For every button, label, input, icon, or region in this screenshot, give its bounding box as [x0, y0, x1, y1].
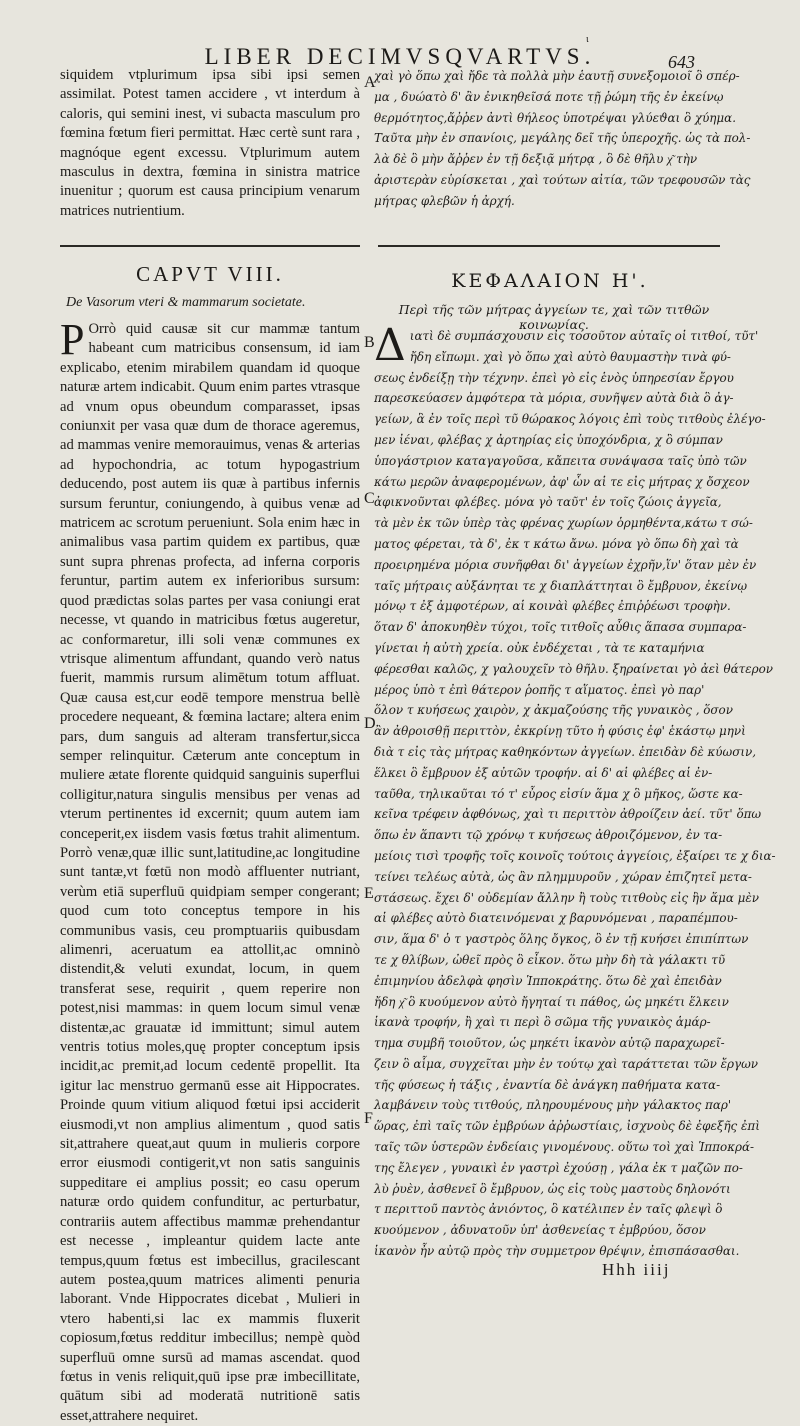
greek-line: μα , δυώατὸ δ' ἂν ἐνικηθεῖσά ποτε τῇ ῥώμη τῆς ἐν ἐκείνῳ: [374, 89, 724, 104]
top-latin-text: siquidem vtplurimum ipsa sibi ipsi semen assimilat. Potest tamen accidere , vt interdum à caloris, qui semini inest, vi subacta masculum pro fœmina fœtum fieri permittat. Hæc certè sunt rara , magnóque egent excessu. Vtplurimum autem masculus in dextra, fœmina in sinistra matrice inuenitur ; quorum est causa principium venarum matrices nutrientium.: [60, 67, 360, 219]
greek-line: σιν, ἅμα δ' ὁ τ γαστρὸς ὅλης ὄγκος, ὃ ἐν τῇ κυήσει ἐπιπίπτων: [374, 932, 749, 947]
greek-line: ἕλκει ὃ ἔμβρυον ἐξ αὐτῶν τροφήν. αἱ δ' αἱ φλέβες αἱ ἐν-: [374, 765, 713, 780]
page-number: 643: [668, 52, 695, 72]
greek-line: παρεσκεύασεν ἀμφότερα τὰ μόρια, συνῆψεν αὐτὰ διὰ ὃ ἀγ-: [374, 391, 734, 406]
greek-line: ἐπιμηνίου ἀδελφὰ φησὶν Ἱπποκράτης. ὅτω δὲ χαὶ ἐπειδὰν: [374, 973, 722, 988]
greek-line: ὅταν δ' ἀποκυηθὲν τύχοι, τοῖς τιτθοῖς αὖθις ἅπασα συμπαρα-: [374, 620, 747, 635]
greek-line: λὰ δὲ ὃ μὴν ἄῤῥεν ἐν τῇ δεξιᾷ μήτρᾳ , ὃ δὲ θῆλυ χ͂ τὴν: [374, 152, 698, 167]
greek-line: ιατὶ δὲ συμπάσχουσιν εἰς τοσοῦτον αὐταῖς οἱ τιτθοί, τῦτ': [409, 329, 759, 343]
greek-body: [374, 320, 776, 1262]
greek-line: κάτω μερῶν ἀναφερομένων, ἀφ' ὧν αἱ τε εἰς μήτρας χ ὄσχεον: [374, 474, 750, 489]
signature-mark: Hhh iiij: [602, 1260, 671, 1279]
chapter-title-latin: CAPVT VIII.: [136, 262, 284, 286]
latin-dropcap: P: [60, 315, 85, 364]
chapter-title-greek: ΚΕΦΑΛΑΙΟΝ Η'.: [451, 270, 649, 292]
greek-line: γίνεται ἡ αὐτὴ χρεία. οὐκ ἐνδέχεται , τὰ τε καταμήνια: [374, 640, 705, 655]
greek-line: ἀριστερὰν εὑρίσκεται , χαὶ τούτων αἰτία, τῶν τρεφουσῶν τὰς: [374, 172, 751, 187]
greek-line: ἤδη εἴπωμι. χαὶ γὸ ὅπω χαὶ αὐτὸ θαυμαστὴν τινὰ φύ-: [409, 349, 731, 364]
greek-line: θερμότητος,ἄῤῥεν ἀντὶ θήλεος ὑποτρέψαι γλύεϑαι ὃ χύημα.: [374, 110, 736, 125]
greek-line: ταῦθα, τηλικαῦται τό τ' εὖρος εἰσίν ἅμα χ ὃ μῆκος, ὥστε κα-: [374, 786, 743, 801]
greek-line: στάσεως. ἔχει δ' οὐδεμίαν ἄλλην ἢ τοὺς τιτθοὺς εἰς ἣν ἅμα μὲν: [374, 890, 759, 905]
greek-line: ἱκανὸν ἦν αὐτῷ πρὸς τὴν συμμετρον θρέψιν, ἐπισπάσασθαι.: [374, 1244, 740, 1259]
rule-left: [60, 245, 360, 247]
greek-line: τημα συμβῆ τοιοῦτον, ὡς μηκέτι ἱκανὸν αὐτῷ παραχωρεῖ-: [374, 1036, 725, 1051]
section-divider: [60, 242, 720, 250]
greek-line: τῆς φύσεως ἡ τάξις , ἐναντία δὲ ἀνάγκη παθήματα κατα-: [374, 1077, 721, 1092]
greek-dropcap: Δ: [374, 320, 406, 371]
greek-line: ἤδη χ͂ ὃ κυούμενον αὐτὸ ἤγηταί τι πάθος, ὡς μηκέτι ἕλκειν: [374, 994, 729, 1009]
chapter-subtitle-greek: Περὶ τῆς τῶν μήτρας ἀγγείων τε, χαὶ τῶν τιτθῶν κοινωνίας.: [398, 302, 710, 332]
greek-line: φέρεσθαι καλῶς, χ γαλουχεῖν τὸ θῆλυ. ξηραίνεται γὸ ἀεὶ θάτερον: [374, 661, 773, 676]
latin-body-text: Orrò quid causæ sit cur mammæ tantum habeant cum matricibus consensum, id iam explicabo, etenim mirabilem quandam id quoque naturæ artem indicabit. Quum enim partes vtrasque ad vnum opus obeundum comparasset, ipsas coniunxit per vasa quæ dum de thorace ageremus, ad mammas venire memorauimus, venas & arterias ad hypochondria, ac totum hypogastrium deducendo, post autem iis quæ à partibus infernis sursum feruntur, coniungendo, à quibus venæ ad matricem ac scrotum perueniunt. Sola enim hæc in animalibus vasa partim quidem ex partibus, quæ sunt supra phrenas profecta, ad inferna corporis feruntur, partim autem ex inferioribus sursum: quod prædictas solas partes per vasa coniungi erat necesse, vt quando in matricibus fœtus augeretur, ac conformaretur, illi soli venæ communes ex vtrisque alimentum affundant, quando verò natus fuerit, mammis rursum alimētum totum affluat. Quæ causa est,cur eodē tempore menstrua bellè procedere nequeant, & fœmina lactare; altera enim pars, dum sanguis ad alteram transfertur,sicca semper relinquitur. Cæterum ante conceptum in muliere ætate florente quidquid sanguinis superflui colligitur,natura singulis mensibus per venas ad vterum pertinentes id excernit; quum autem iam conceperit,ex iisdem vasis fœtus trahit alimentum. Porrò venæ,quæ illic sunt,latitudine,ac longitudine sunt tantæ,vt fœtū non modò affluenter nutriant, verùm etiā superfluū quidpiam semper congerant; quod cum toto conceptus tempore in his communibus vasis, ceu promptuariis quibusdam alimenri, aceruatum ea attollit,ac omninò distendit,& veluti exundat, locum, in quem transferat sese, requirit , quem reperire non potest,nisi mammas: in quem locum simul venæ distentæ,ac grauatæ id immittunt; simul autem ventris totius moles,quę propter conceptum ipsis incidit,ac premit,ad locum cedentē propellit. Ita igitur lac menstruo germanū esse ait Hippocrates. Proinde quum vitium aliquod fœtui ipsi acciderit eiusmodi,vt non amplius alimentum , quod satis sit,attrahere queat,aut quum in mulieris corpore error eiusmodi contigerit,vt non satis sanguinis suppeditare ei amplius possit; eo casu operum naturæ ordo quidem confunditur, ac perturbatur, contrariis autem affectibus mammæ prehendantur est necesse , impleantur quidem lacte ante tempus,quum fœtus est imbecillus, gracilescant autem postea,quum matrices alimenti penuria laborant. Vnde Hippocrates dicebat , Mulieri in vtero habenti,si lac ex mammis fluxerit copiosum,fœtus redditur imbecillus; nempè quòd superfluū omne sursū ad mamas ascendat. quod fœtus in venis reliquit,quū ipse præ imbecillitate, quātum sibi ad moderatā nutritionē satis esset,attrahere nequiret.: [60, 321, 360, 1424]
greek-line: ταῖς μήτραις αὐξάνηται τε χ διαπλάττηται ὃ ἔμβρυον, ἐκείνῳ: [374, 578, 748, 593]
latin-body: [60, 315, 360, 1426]
greek-line: μεν ἰέναι, φλέβας χ ἀρτηρίας εἰς ὑποχόνδρια, χ ὃ σύμπαν: [374, 432, 723, 447]
greek-line: ὅπω ἐν ἅπαντι τῷ χρόνῳ τ κυήσεως ἀθροιζόμενον, ἐν τα-: [374, 828, 723, 843]
greek-line: ἂν ἀθροισθῇ περιττὸν, ἐκκρίνῃ τῦτο ἡ φύσις ἐφ' ἑκάστῳ μηνὶ: [374, 724, 746, 739]
greek-line: μείοις τισὶ τροφῆς τοῖς κοινοῖς τούτοις ἀγγείοις, ἐξαίρει τε χ δια-: [374, 848, 776, 863]
rule-right: [378, 245, 720, 247]
margin-marker-c: C: [364, 490, 375, 507]
greek-line: λαμβάνειν τοὺς τιτθούς, πληρουμένους μὴν γάλακτος παρ': [374, 1098, 732, 1113]
greek-line: χαὶ γὸ ὅπω χαὶ ἤδε τὰ πολλὰ μὴν ἑαυτῇ συνεξομοιοῖ ὃ σπέρ-: [374, 69, 740, 83]
greek-line: κεῖνα τρέφειν ἀφθόνως, χαὶ τι περιττὸν ἀθροίζειν ἀεί. τῦτ' ὅπω: [374, 807, 762, 822]
greek-line: μήτρας φλεβῶν ἡ ἀρχή.: [374, 193, 515, 208]
greek-line: ματος φέρεται, τὰ δ', ἐκ τ κάτω ἄνω. μόνα γὸ ὅπω δὴ χαὶ τὰ: [374, 536, 739, 551]
greek-line: ἀφικνοῦνται φλέβες. μόνα γὸ ταῦτ' ἐν τοῖς ζώοις ἀγγεῖα,: [374, 495, 722, 510]
running-head: LIBER DECIMVSQVARTVS.: [204, 44, 596, 69]
greek-line: τε χ θλίβων, ὠθεῖ πρὸς ὃ εἶκον. ὅτω μὴν δὴ τὰ γάλακτι τῦ: [374, 952, 726, 967]
greek-line: ἱκανὰ τροφήν, ἢ χαὶ τι περὶ ὃ σῶμα τῆς γυναικὸς ἁμάρ-: [374, 1015, 711, 1030]
margin-marker-f: F: [364, 1110, 373, 1127]
greek-line: μέρος ὑπὸ τ ἐπὶ θάτερον ῥοπῆς τ αἵματος. ἐπεὶ γὸ παρ': [374, 682, 705, 697]
greek-line: λὺ ῥυὲν, ἀσθενεῖ ὃ ἔμβρυον, ὡς εἰς τοὺς μαστοὺς δηλονότι: [374, 1181, 731, 1196]
chapter-subtitle-latin: De Vasorum vteri & mammarum societate.: [66, 295, 306, 310]
greek-body-lines: [374, 320, 776, 1262]
greek-line: αἱ φλέβες αὐτὸ διατεινόμεναι χ βαρυνόμεναι , παραπέμπου-: [374, 911, 738, 926]
corner-mark: ι: [586, 34, 589, 45]
greek-line: ὅλον τ κυήσεως χαιρὸν, χ ἀκμαζούσης τῆς γυναικὸς , ὅσον: [374, 703, 733, 718]
greek-line: μόνῳ τ ἐξ ἀμφοτέρων, αἱ κοινὰὶ φλέβες ἐπιῤῥέωσι τροφὴν.: [374, 599, 731, 614]
greek-line: ὑπογάστριον καταγαγοῦσα, κἄπειτα συνάψασα ταῖς ὑπὸ τῶν: [374, 453, 747, 468]
greek-line: κυούμενον , ἀδυνατοῦν ὑπ' ἀσθενείας τ ἐμβρύου, ὅσον: [374, 1223, 706, 1238]
greek-line: σεως ἐνδείξῃ τὴν τέχνην. ἐπεὶ γὸ εἰς ἑνὸς ὑπηρεσίαν ἔργου: [374, 370, 734, 385]
margin-marker-d: D: [364, 715, 376, 732]
greek-line: τὰ μὲν ἐκ τῶν ὑπὲρ τὰς φρένας χωρίων ὁρμηθέντα,κάτω τ σώ-: [374, 516, 753, 531]
top-latin-block: [60, 66, 360, 221]
greek-line: διὰ τ εἰς τὰς μήτρας καθηκόντων ἀγγείων. ἐπειδὰν δὲ κύωσιν,: [374, 744, 757, 759]
greek-line: ταῖς τῶν ὑστερῶν ἐνδείαις γινομένους. οὕτω τοὶ χαὶ Ἱπποκρά-: [374, 1140, 755, 1155]
greek-line: της ἔλεγεν , γυναικὶ ἐν γαστρὶ ἐχούσῃ , γάλα ἐκ τ μαζῶν πο-: [374, 1160, 743, 1175]
greek-line: Ταῦτα μὴν ἐν σπανίοις, μεγάλης δεῖ τῆς ὑπεροχῆς. ὡς τὰ πολ-: [374, 131, 751, 146]
top-greek-lines: [374, 66, 751, 212]
greek-line: τ περιττοῦ παντὸς ἀνιόντος, ὃ κατέλιπεν ἐν ταῖς φλεψὶ ὃ: [374, 1202, 723, 1217]
greek-line: προειρημένα μόρια συνῆφθαι δι' ἀγγείων ἐχρῆν,ἵν' ὅταν μὲν ἐν: [374, 557, 757, 572]
latin-body-paragraph: [60, 315, 360, 1426]
greek-line: γείων, ἃ ἐν τοῖς περὶ τῦ θώρακος λόγοις ἐπὶ τοὺς τιτθοὺς ἐλέγο-: [374, 412, 766, 427]
top-greek-block: [374, 66, 751, 212]
greek-line: ζειν ὃ αἷμα, συγχεῖται μὴν ἐν τούτῳ χαὶ ταράττεται τῶν ἔργων: [374, 1056, 759, 1071]
greek-line: τείνει τελέως αὐτὰ, ὡς ἂν πλημμυροῦν , χώραν ἐπιζητεῖ μετα-: [374, 869, 752, 884]
margin-marker-b: B: [364, 334, 375, 351]
margin-marker-e: E: [364, 885, 374, 902]
greek-line: ὥρας, ἐπὶ ταῖς τῶν ἐμβρύων ἀῤῥωστίαις, ἰσχνοὺς δὲ ἐφεξῆς ἐπὶ: [374, 1119, 760, 1134]
margin-marker-a: A: [364, 74, 376, 91]
